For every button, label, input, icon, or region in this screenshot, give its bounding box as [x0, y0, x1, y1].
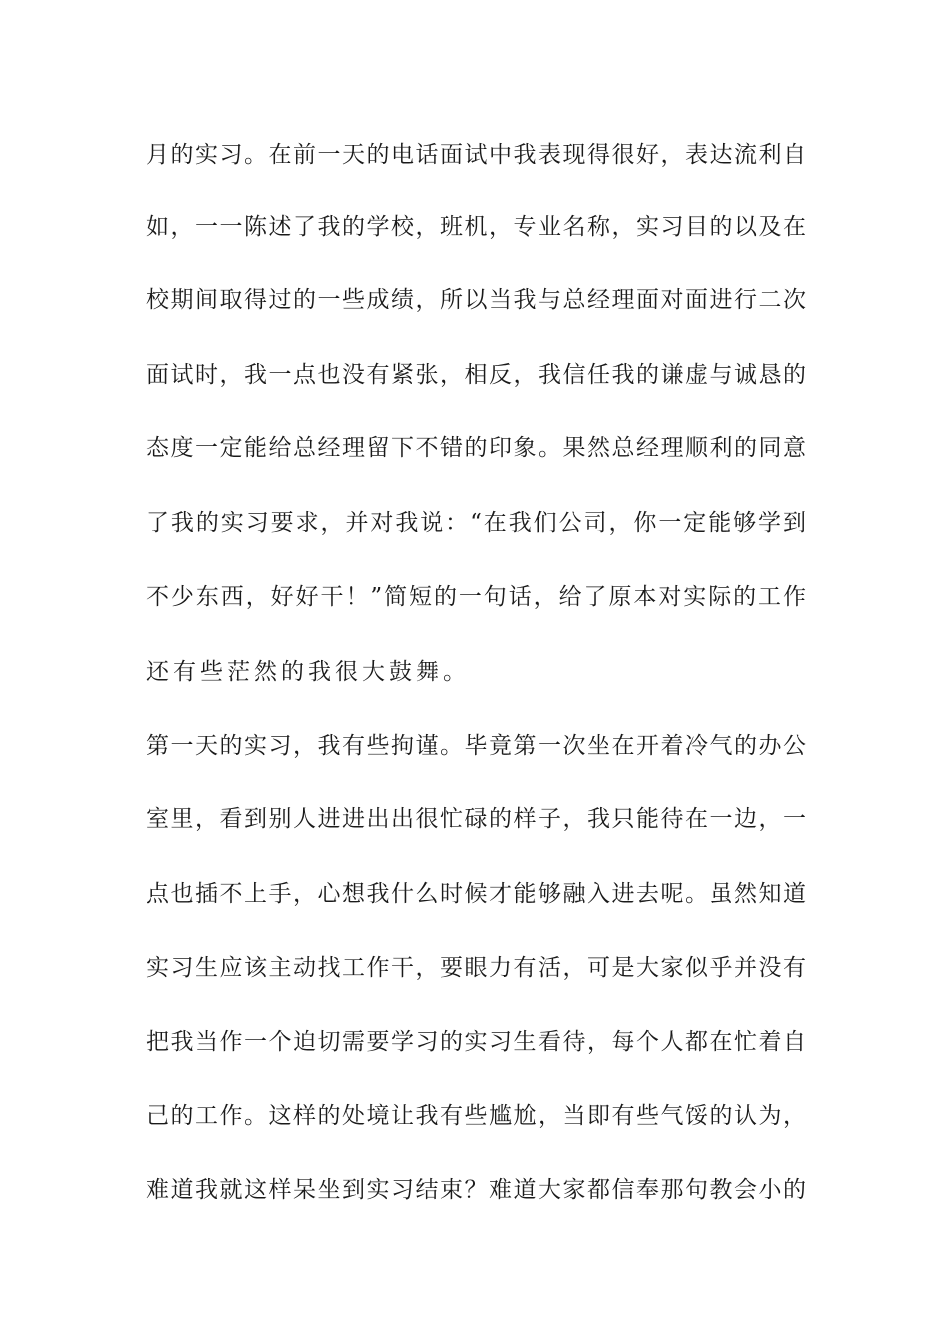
text-line: 态度一定能给总经理留下不错的印象。果然总经理顺利的同意: [146, 435, 806, 461]
text-line: 如，一一陈述了我的学校，班机，专业名称，实习目的以及在: [146, 214, 806, 240]
text-line: 把我当作一个迫切需要学习的实习生看待，每个人都在忙着自: [146, 1029, 806, 1055]
text-line: 己的工作。这样的处境让我有些尴尬，当即有些气馁的认为，: [146, 1103, 806, 1129]
text-line: 点也插不上手，心想我什么时候才能够融入进去呢。虽然知道: [146, 881, 806, 907]
text-line: 难道我就这样呆坐到实习结束？难道大家都信奉那句教会小的: [146, 1177, 806, 1203]
text-line: 不少东西，好好干！”简短的一句话，给了原本对实际的工作: [146, 584, 806, 610]
text-line: 第一天的实习，我有些拘谨。毕竟第一次坐在开着冷气的办公: [146, 733, 806, 759]
text-line: 室里，看到别人进进出出很忙碌的样子，我只能待在一边，一: [146, 806, 806, 832]
text-line: 还有些茫然的我很大鼓舞。: [146, 659, 470, 685]
text-line: 月的实习。在前一天的电话面试中我表现得很好，表达流利自: [146, 142, 806, 168]
text-line: 了我的实习要求，并对我说：“在我们公司，你一定能够学到: [146, 510, 806, 536]
text-line: 校期间取得过的一些成绩，所以当我与总经理面对面进行二次: [146, 287, 806, 313]
text-line: 面试时，我一点也没有紧张，相反，我信任我的谦虚与诚恳的: [146, 362, 806, 388]
text-line: 实习生应该主动找工作干，要眼力有活，可是大家似乎并没有: [146, 955, 806, 981]
